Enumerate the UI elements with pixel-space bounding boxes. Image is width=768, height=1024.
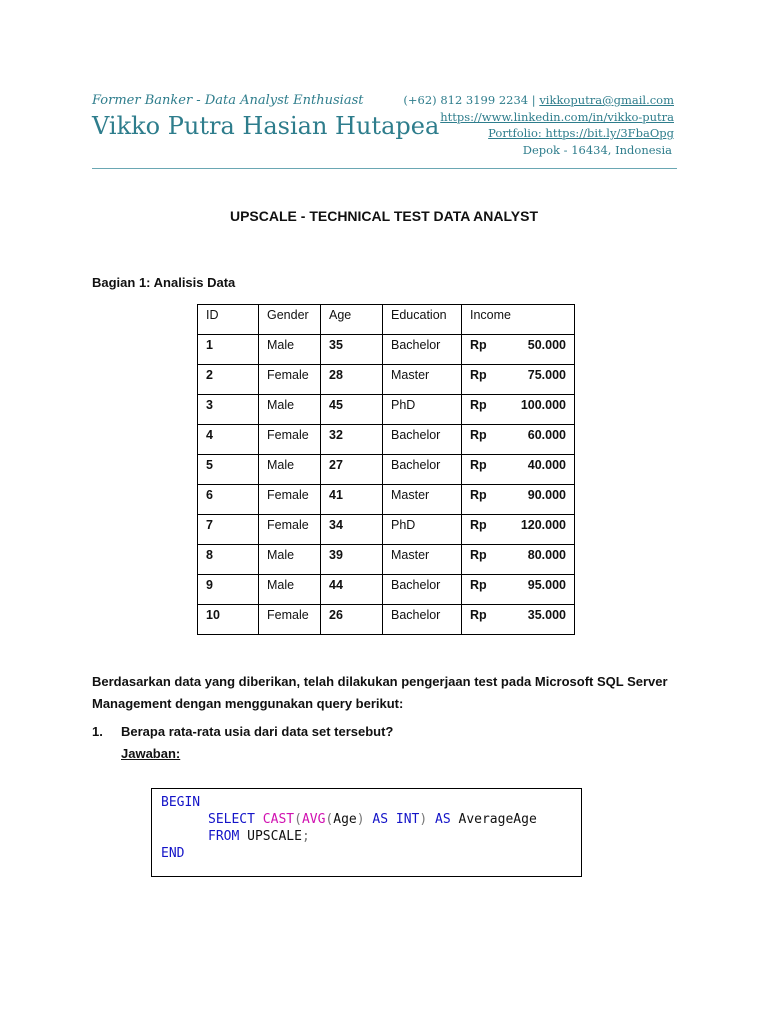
income-amount: 35.000: [527, 608, 566, 622]
cell-age: 32: [321, 425, 383, 455]
header-gender: Gender: [259, 305, 321, 335]
cell-age: 34: [321, 515, 383, 545]
cell-income: [462, 425, 575, 455]
income-currency: Rp: [470, 488, 487, 502]
cell-age: 44: [321, 575, 383, 605]
cell-income: [462, 515, 575, 545]
cell-income: [462, 455, 575, 485]
cell-id: 7: [198, 515, 259, 545]
cell-age: 26: [321, 605, 383, 635]
code-alias: AverageAge: [458, 812, 537, 827]
cell-income: [462, 335, 575, 365]
cell-id: 3: [198, 395, 259, 425]
code-line-4: [161, 846, 184, 861]
cell-education: PhD: [383, 395, 462, 425]
cell-education: Bachelor: [383, 335, 462, 365]
cell-id: 8: [198, 545, 259, 575]
code-begin: BEGIN: [161, 795, 201, 810]
header-income: Income: [462, 305, 575, 335]
cell-income: [462, 575, 575, 605]
cell-id: 4: [198, 425, 259, 455]
cell-income: [462, 395, 575, 425]
code-line-3: [208, 829, 310, 844]
cell-id: 1: [198, 335, 259, 365]
cell-gender: Male: [259, 575, 321, 605]
income-amount: 60.000: [527, 428, 566, 442]
cell-gender: Male: [259, 545, 321, 575]
code-line-1: [161, 795, 200, 810]
cell-age: 27: [321, 455, 383, 485]
question-number: 1.: [92, 724, 103, 739]
data-table: [197, 304, 575, 635]
income-currency: Rp: [470, 608, 487, 622]
table-row: [198, 455, 575, 485]
income-amount: 100.000: [520, 398, 566, 412]
cell-gender: Female: [259, 515, 321, 545]
cell-age: 28: [321, 365, 383, 395]
cell-education: Master: [383, 545, 462, 575]
cell-id: 9: [198, 575, 259, 605]
code-paren: ): [419, 812, 428, 827]
cell-id: 5: [198, 455, 259, 485]
table-row: [198, 335, 575, 365]
cell-education: Master: [383, 365, 462, 395]
cell-id: 2: [198, 365, 259, 395]
code-int: INT: [395, 812, 420, 827]
section-title: Bagian 1: Analisis Data: [92, 275, 236, 290]
cell-gender: Female: [259, 365, 321, 395]
cell-education: Bachelor: [383, 605, 462, 635]
code-select: SELECT: [208, 812, 255, 827]
code-as: AS: [372, 812, 389, 827]
cell-income: [462, 365, 575, 395]
author-name: Vikko Putra Hasian Hutapea: [92, 112, 440, 140]
cell-gender: Female: [259, 425, 321, 455]
cell-age: 45: [321, 395, 383, 425]
location: Depok - 16434, Indonesia: [522, 143, 672, 157]
cell-gender: Female: [259, 485, 321, 515]
contact-phone-email: [403, 93, 674, 107]
cell-education: Bachelor: [383, 575, 462, 605]
income-currency: Rp: [470, 398, 487, 412]
table-header-row: [198, 305, 575, 335]
income-amount: 50.000: [527, 338, 566, 352]
header-age: Age: [321, 305, 383, 335]
cell-id: 10: [198, 605, 259, 635]
cell-gender: Male: [259, 455, 321, 485]
table-row: [198, 515, 575, 545]
cell-gender: Female: [259, 605, 321, 635]
phone-number: (+62) 812 3199 2234 |: [403, 93, 540, 107]
cell-education: Bachelor: [383, 455, 462, 485]
income-amount: 40.000: [527, 458, 566, 472]
income-currency: Rp: [470, 578, 487, 592]
table-row: [198, 575, 575, 605]
portfolio-link[interactable]: Portfolio: https://bit.ly/3FbaOpg: [488, 126, 674, 140]
table-row: [198, 485, 575, 515]
income-currency: Rp: [470, 338, 487, 352]
income-amount: 90.000: [527, 488, 566, 502]
income-currency: Rp: [470, 428, 487, 442]
email-link[interactable]: vikkoputra@gmail.com: [539, 93, 674, 107]
answer-label: Jawaban:: [121, 746, 181, 761]
cell-education: Master: [383, 485, 462, 515]
cell-id: 6: [198, 485, 259, 515]
income-amount: 120.000: [520, 518, 566, 532]
cell-education: Bachelor: [383, 425, 462, 455]
code-column: Age: [333, 812, 357, 827]
table-row: [198, 605, 575, 635]
linkedin-link[interactable]: https://www.linkedin.com/in/vikko-putra: [440, 110, 674, 124]
header-education: Education: [383, 305, 462, 335]
header-divider: [92, 168, 677, 169]
income-currency: Rp: [470, 518, 487, 532]
cell-age: 41: [321, 485, 383, 515]
income-amount: 80.000: [527, 548, 566, 562]
cell-gender: Male: [259, 395, 321, 425]
code-table: UPSCALE: [247, 829, 302, 844]
intro-paragraph: Berdasarkan data yang diberikan, telah dilakukan pengerjaan test pada Microsoft SQL Server Management dengan menggunakan query berikut:: [92, 674, 668, 711]
cell-age: 35: [321, 335, 383, 365]
code-line-2: [208, 812, 537, 827]
table-row: [198, 545, 575, 575]
code-paren: (: [325, 812, 334, 827]
code-semicolon: ;: [301, 829, 310, 844]
header-id: ID: [198, 305, 259, 335]
table-row: [198, 365, 575, 395]
cell-education: PhD: [383, 515, 462, 545]
income-amount: 95.000: [527, 578, 566, 592]
table-row: [198, 395, 575, 425]
question-text: Berapa rata-rata usia dari data set tersebut?: [121, 724, 394, 739]
sql-code-block: [151, 788, 582, 877]
income-currency: Rp: [470, 458, 487, 472]
code-cast: CAST: [262, 812, 295, 827]
code-paren: ): [356, 812, 365, 827]
income-amount: 75.000: [527, 368, 566, 382]
cell-age: 39: [321, 545, 383, 575]
code-end: END: [161, 846, 185, 861]
cell-income: [462, 545, 575, 575]
income-currency: Rp: [470, 368, 487, 382]
cell-income: [462, 605, 575, 635]
code-paren: (: [294, 812, 302, 827]
code-as: AS: [435, 812, 451, 827]
header-tagline: Former Banker - Data Analyst Enthusiast: [92, 93, 364, 108]
cell-income: [462, 485, 575, 515]
cell-gender: Male: [259, 335, 321, 365]
table-row: [198, 425, 575, 455]
code-from: FROM: [208, 829, 240, 844]
table-body: [198, 335, 575, 635]
document-title: UPSCALE - TECHNICAL TEST DATA ANALYST: [229, 208, 538, 224]
code-avg: AVG: [301, 812, 326, 827]
income-currency: Rp: [470, 548, 487, 562]
